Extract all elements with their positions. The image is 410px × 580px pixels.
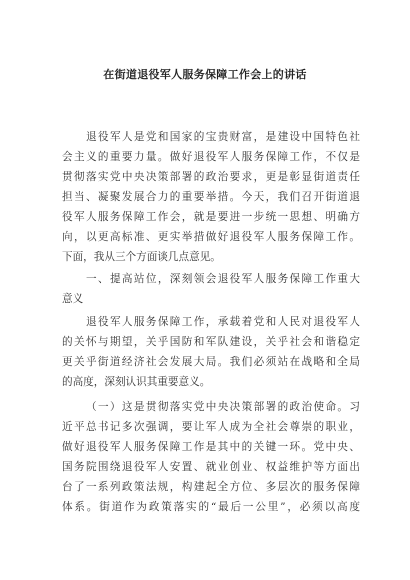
section-heading-line: 意义 (62, 293, 84, 305)
paragraph-line: 下面，我从三个方面谈几点意见。 (62, 251, 221, 263)
paragraph-line: 退役军人是党和国家的宝贵财富，是建设中国特色社 (86, 131, 360, 143)
document-title: 在街道退役军人服务保障工作会上的讲话 (103, 68, 307, 81)
paragraph-line: 的高度，深刻认识其重要意义。 (62, 376, 211, 388)
paragraph-line: 台了一系列政策法规，构建起全方位、多层次的服务保障 (62, 481, 360, 493)
paragraph-line: 的关怀与期望，关乎国防和军队建设，关乎社会和谐稳定 (62, 336, 360, 348)
paragraph-line: 更关乎街道经济社会发展大局。我们必须站在战略和全局 (62, 356, 360, 368)
paragraph-line: 向，以更高标准、更实举措做好退役军人服务保障工作。 (62, 231, 360, 243)
subsection-line: （一）这是贯彻落实党中央决策部署的政治使命。习 (86, 401, 360, 413)
paragraph-line: 做好退役军人服务保障工作是其中的关键一环。党中央、 (62, 441, 360, 453)
paragraph-line: 近平总书记多次强调，要让军人成为全社会尊崇的职业， (62, 421, 360, 433)
paragraph-line: 役军人服务保障工作会，就是要进一步统一思想、明确方 (62, 211, 360, 223)
paragraph-line: 国务院围绕退役军人安置、就业创业、权益维护等方面出 (62, 461, 360, 473)
paragraph-line: 贯彻落实党中央决策部署的政治要求，更是彰显街道责任 (62, 171, 360, 183)
paragraph-line: 会主义的重要力量。做好退役军人服务保障工作，不仅是 (62, 151, 360, 163)
paragraph-line: 体系。街道作为政策落实的“最后一公里”，必须以高度 (62, 501, 360, 513)
paragraph-line: 担当、凝聚发展合力的重要举措。今天，我们召开街道退 (62, 191, 360, 203)
paragraph-line: 退役军人服务保障工作，承载着党和人民对退役军人 (86, 316, 360, 328)
section-heading-line: 一、提高站位，深刻领会退役军人服务保障工作重大 (86, 273, 360, 285)
